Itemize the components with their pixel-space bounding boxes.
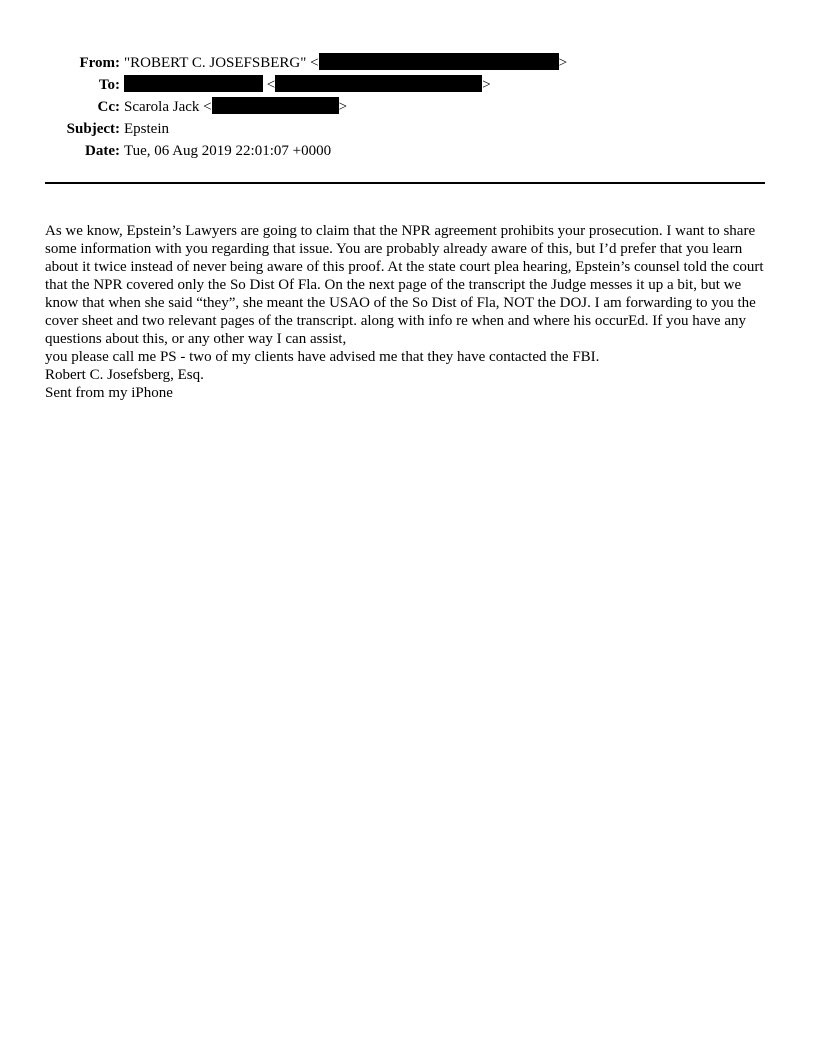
date-label: Date: — [85, 143, 120, 159]
redaction-box — [275, 75, 482, 92]
redaction-box — [124, 75, 263, 92]
subject-value: Epstein — [124, 121, 169, 137]
email-header — [0, 52, 816, 162]
email-body — [45, 222, 767, 402]
date-value: Tue, 06 Aug 2019 22:01:07 +0000 — [124, 143, 332, 159]
body-line: you please call me PS - two of my clients have advised me that they have contacted the FBI. — [45, 349, 600, 365]
from-value — [124, 52, 567, 74]
to-close: > — [482, 77, 491, 93]
body-paragraph: As we know, Epstein’s Lawyers are going to claim that the NPR agreement prohibits your prosecution. I want to share some information with you regarding that issue. You are probably already aware of this, but I’d prefer that you learn about it twice instead of never being aware of this proof. At the state court plea hearing, Epstein’s counsel told the court that the NPR covered only the So Dist Of Fla. On the next page of the transcript the Judge messes it up a bit, but we know that when she said “they”, she meant the USAO of the So Dist of Fla, NOT the DOJ. I am forwarding to you the cover sheet and two relevant pages of the transcript. along with info re when and where his occurEd. If you have any questions about this, or any other way I can assist, — [45, 223, 764, 347]
redaction-box — [319, 53, 559, 70]
cc-value — [124, 96, 347, 118]
from-name: "ROBERT C. JOSEFSBERG" < — [124, 55, 319, 71]
to-value — [124, 74, 491, 96]
to-open: < — [266, 77, 276, 93]
cc-label: Cc: — [97, 99, 120, 115]
signature: Robert C. Josefsberg, Esq. — [45, 367, 204, 383]
date-row — [0, 140, 816, 162]
redaction-box — [212, 97, 339, 114]
subject-label: Subject: — [66, 121, 120, 137]
to-row — [0, 74, 816, 96]
sent-from: Sent from my iPhone — [45, 385, 173, 401]
subject-row — [0, 118, 816, 140]
cc-close: > — [338, 99, 348, 115]
from-label: From: — [79, 55, 120, 71]
from-row — [0, 52, 816, 74]
header-divider — [45, 182, 765, 184]
to-label: To: — [98, 77, 120, 93]
cc-row — [0, 96, 816, 118]
from-close: > — [558, 55, 568, 71]
cc-name: Scarola Jack < — [124, 99, 212, 115]
